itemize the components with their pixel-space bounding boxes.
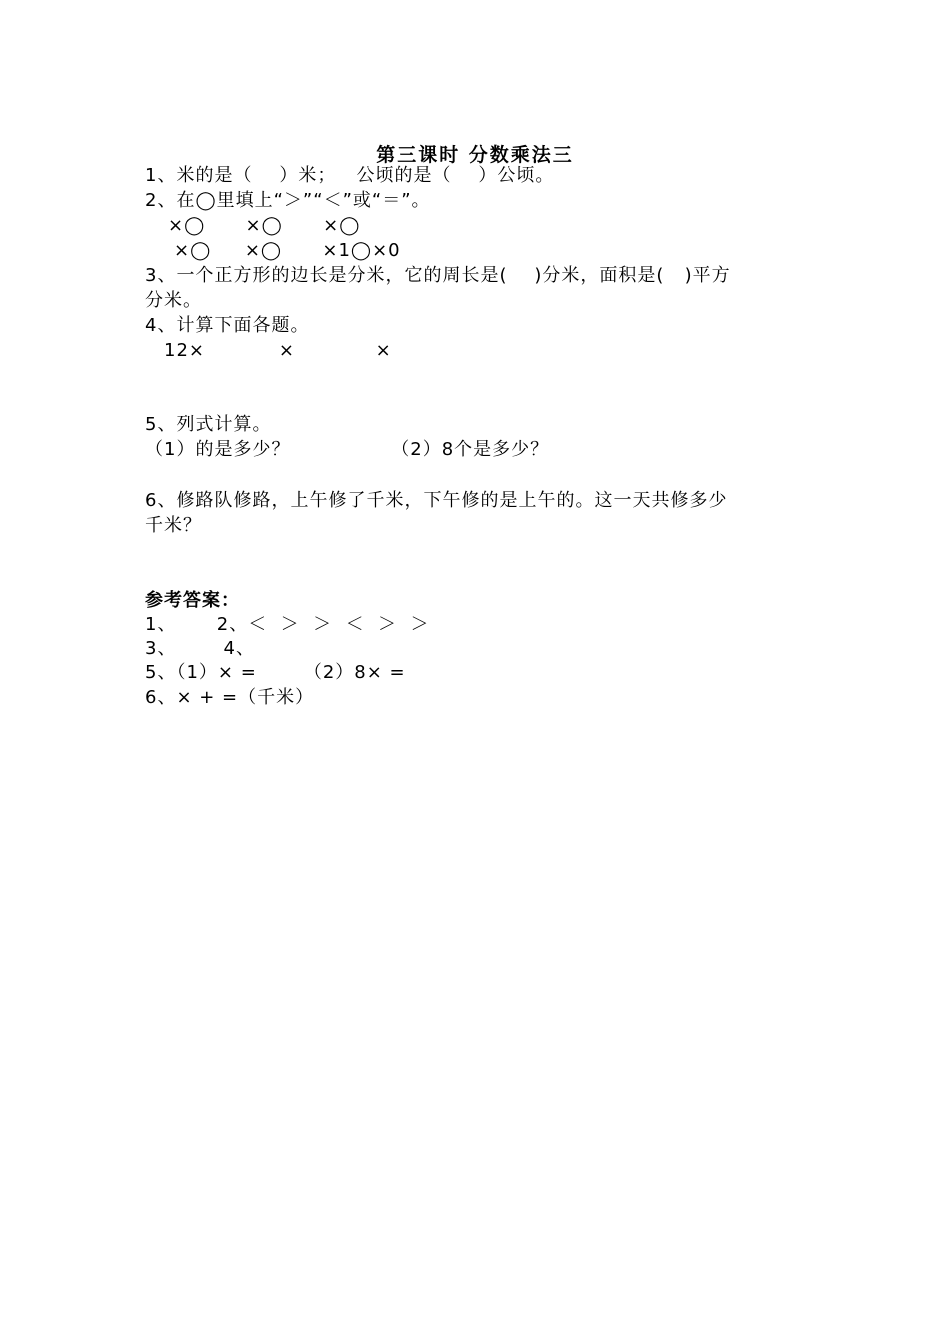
- question-6-line-2: 千米？: [145, 515, 202, 536]
- question-4: 4、计算下面各题。: [145, 315, 310, 336]
- question-2-row-1: ×◯ ×◯ ×◯: [168, 215, 361, 236]
- question-4-row: 12× × ×: [164, 340, 392, 361]
- answers-heading: 参考答案：: [145, 590, 240, 611]
- answer-line-3: 5、（1）× = （2）8× =: [145, 662, 406, 683]
- question-5-row: （1）的是多少？ （2）8个是多少？: [145, 439, 550, 460]
- question-3-line-2: 分米。: [145, 290, 202, 311]
- answer-line-2: 3、 4、: [145, 638, 255, 659]
- answer-line-1: 1、 2、＜ ＞ ＞ ＜ ＞ ＞: [145, 614, 430, 635]
- question-3-line-1: 3、一个正方形的边长是分米，它的周长是( )分米，面积是( )平方: [145, 265, 731, 286]
- question-6-line-1: 6、修路队修路，上午修了千米，下午修的是上午的。这一天共修多少: [145, 490, 728, 511]
- question-2-row-2: ×◯ ×◯ ×1◯×0: [174, 240, 401, 261]
- question-1: 1、米的是（ ）米； 公顷的是（ ）公顷。: [145, 165, 555, 186]
- question-5: 5、列式计算。: [145, 414, 272, 435]
- page-title: 第三课时 分数乘法三: [376, 144, 574, 166]
- question-2: 2、在◯里填上“＞”“＜”或“＝”。: [145, 190, 431, 211]
- answer-line-4: 6、× + =（千米）: [145, 687, 315, 708]
